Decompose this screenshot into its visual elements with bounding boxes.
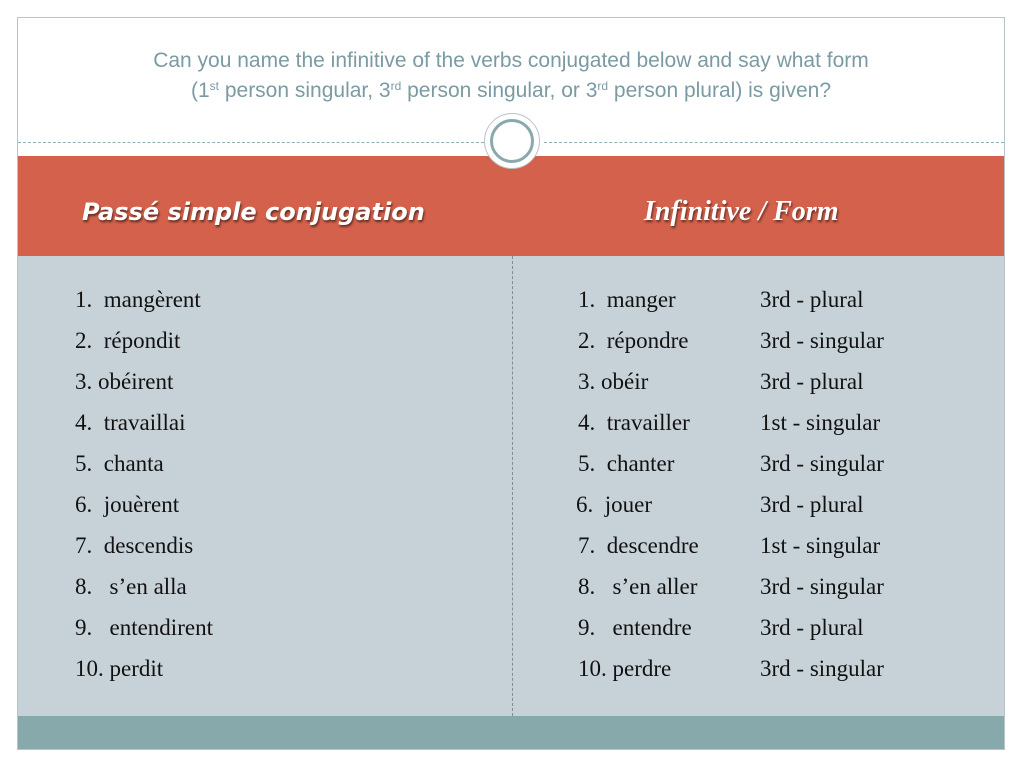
table-header — [18, 156, 1004, 256]
title-part-3: person singular, or 3 — [401, 79, 598, 102]
conjugation-item: 4. travaillai — [75, 410, 186, 435]
conjugation-item: 1. mangèrent — [75, 287, 201, 312]
form-item: 3rd - plural — [760, 369, 864, 394]
title-part-2: person singular, 3 — [219, 79, 391, 102]
title-divider-left — [18, 142, 484, 143]
form-item: 1st - singular — [760, 533, 881, 558]
title-part-4: person plural) is given? — [608, 79, 832, 102]
infinitive-item: 8. s’en aller — [578, 574, 698, 599]
title-open: (1 — [190, 79, 210, 102]
conjugation-item: 2. répondit — [75, 328, 181, 353]
form-item: 3rd - singular — [760, 574, 884, 599]
conjugation-item: 9. entendirent — [75, 615, 213, 640]
conjugation-item: 10. perdit — [75, 656, 164, 681]
form-item: 3rd - plural — [760, 615, 864, 640]
conjugation-item: 5. chanta — [75, 451, 164, 476]
title-line-1: Can you name the infinitive of the verbs conjugated below and say what form — [153, 49, 869, 72]
title-sup-2: rd — [390, 79, 402, 93]
title-sup-1: st — [209, 79, 219, 93]
infinitive-item: 2. répondre — [578, 328, 689, 353]
conjugation-item: 6. jouèrent — [75, 492, 180, 517]
form-item: 1st - singular — [760, 410, 881, 435]
infinitive-item: 1. manger — [578, 287, 676, 312]
form-item: 3rd - plural — [760, 492, 864, 517]
ring-icon — [484, 113, 540, 169]
footer-band — [18, 716, 1004, 750]
form-item: 3rd - singular — [760, 328, 884, 353]
slide — [17, 17, 1005, 750]
infinitive-item: 10. perdre — [578, 656, 672, 681]
table-body — [18, 256, 1004, 716]
infinitive-item: 6. jouer — [576, 492, 653, 517]
form-item: 3rd - singular — [760, 451, 884, 476]
conjugation-item: 7. descendis — [75, 533, 194, 558]
header-conjugation: Passé simple conjugation — [82, 198, 425, 226]
conjugation-item: 3. obéirent — [75, 369, 174, 394]
title-line-2 — [18, 76, 1004, 106]
infinitive-item: 4. travailler — [578, 410, 690, 435]
title-sup-3: rd — [597, 79, 609, 93]
infinitive-item: 3. obéir — [578, 369, 649, 394]
ring-inner — [490, 119, 534, 163]
header-infinitive-form: Infinitive / Form — [644, 196, 839, 227]
form-item: 3rd - singular — [760, 656, 884, 681]
infinitive-item: 9. entendre — [578, 615, 692, 640]
slide-title — [18, 46, 1004, 106]
infinitive-item: 7. descendre — [578, 533, 699, 558]
form-item: 3rd - plural — [760, 287, 864, 312]
title-divider-right — [544, 142, 1004, 143]
column-divider — [512, 256, 513, 716]
infinitive-item: 5. chanter — [578, 451, 675, 476]
conjugation-item: 8. s’en alla — [75, 574, 187, 599]
